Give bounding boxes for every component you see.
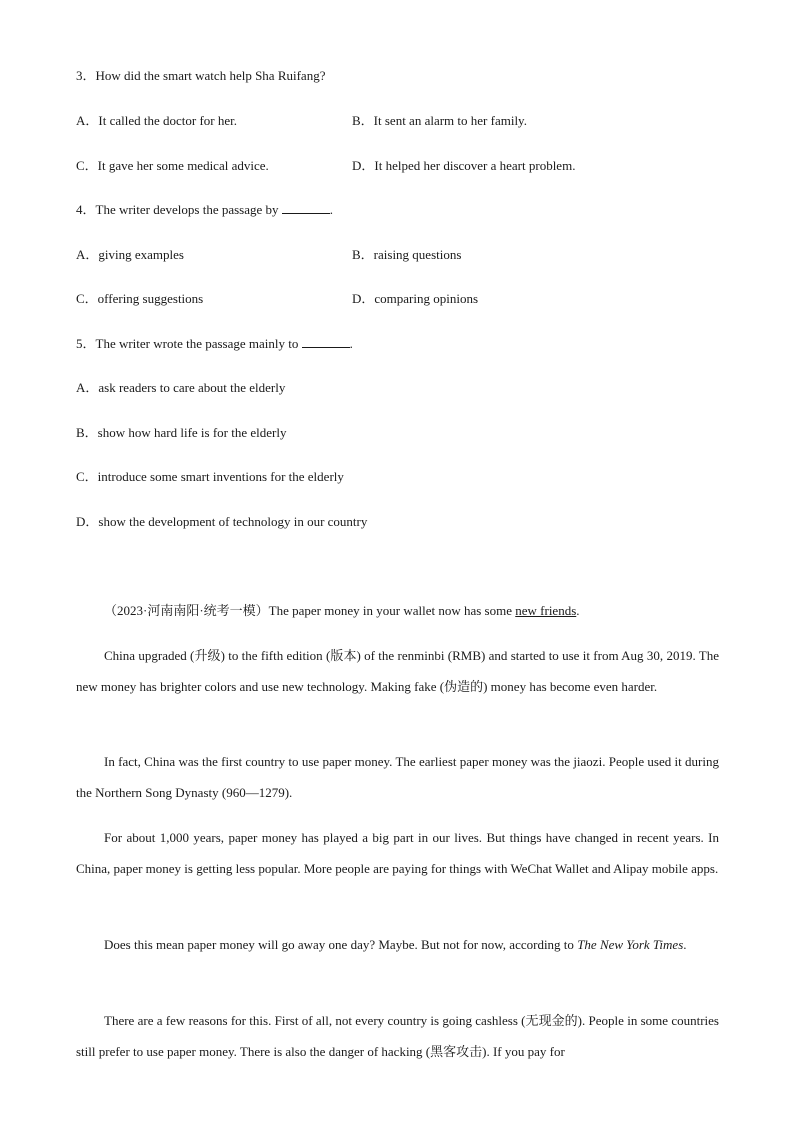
passage-paragraph-1: China upgraded (升级) to the fifth edition (版本) of the renminbi (RMB) and started to use it from Aug 30, 2019. The new money has brighter colors and use new technology. Making fake (伪造的) money has become even harder.: [76, 648, 719, 694]
answer-blank: [282, 201, 330, 214]
question-5-option-c: C．introduce some smart inventions for the elderly: [76, 469, 344, 484]
question-5-stem-end: .: [349, 336, 353, 351]
question-4-stem-end: .: [329, 202, 334, 217]
question-5-stem-text: 5．The writer wrote the passage mainly to: [76, 336, 302, 351]
question-3-option-d: D．It helped her discover a heart problem.: [352, 158, 576, 173]
question-5-stem: [76, 335, 353, 353]
passage-paragraph-4-text: Does this mean paper money will go away one day? Maybe. But not for now, according to: [104, 937, 578, 952]
passage-paragraph-2: In fact, China was the first country to use paper money. The earliest paper money was the jiaozi. People used it during the Northern Song Dynasty (960—1279).: [76, 754, 719, 800]
question-3-option-c: C．It gave her some medical advice.: [76, 158, 269, 173]
question-4-option-c: C．offering suggestions: [76, 291, 204, 306]
question-5-option-b: B．show how hard life is for the elderly: [76, 425, 287, 440]
passage-source: （2023·河南南阳·统考一模）: [104, 603, 269, 618]
question-4-option-b: B．raising questions: [352, 247, 462, 262]
answer-blank: [302, 335, 350, 348]
passage-heading: [104, 602, 580, 620]
question-4-option-d: D．comparing opinions: [352, 291, 479, 306]
passage-paragraph-4: [76, 929, 719, 960]
passage-paragraph-4-end: .: [683, 937, 687, 952]
question-4-stem-text: 4．The writer develops the passage by: [76, 202, 282, 217]
question-3-option-a: A．It called the doctor for her.: [76, 113, 237, 128]
question-4-stem: [76, 201, 333, 219]
question-3-option-b: B．It sent an alarm to her family.: [352, 113, 527, 128]
passage-paragraph-3: For about 1,000 years, paper money has played a big part in our lives. But things have changed in recent years. In China, paper money is getting less popular. More people are paying for things with WeChat Wallet and Alipay mobile apps.: [76, 830, 719, 876]
question-4-option-a: A．giving examples: [76, 247, 184, 262]
passage-intro-link: new friends: [515, 603, 577, 618]
question-5-option-a: A．ask readers to care about the elderly: [76, 380, 286, 395]
passage-intro-end: .: [576, 603, 580, 618]
question-3-stem: 3．How did the smart watch help Sha Ruifang?: [76, 68, 326, 83]
newspaper-title: The New York Times: [577, 937, 684, 952]
question-5-option-d: D．show the development of technology in our country: [76, 514, 368, 529]
passage-paragraph-5: There are a few reasons for this. First of all, not every country is going cashless (无现金的). People in some countries still prefer to use paper money. There is also the danger of hacking (黑客攻击). If you pay for: [76, 1013, 719, 1059]
passage-intro: The paper money in your wallet now has some: [268, 603, 516, 618]
